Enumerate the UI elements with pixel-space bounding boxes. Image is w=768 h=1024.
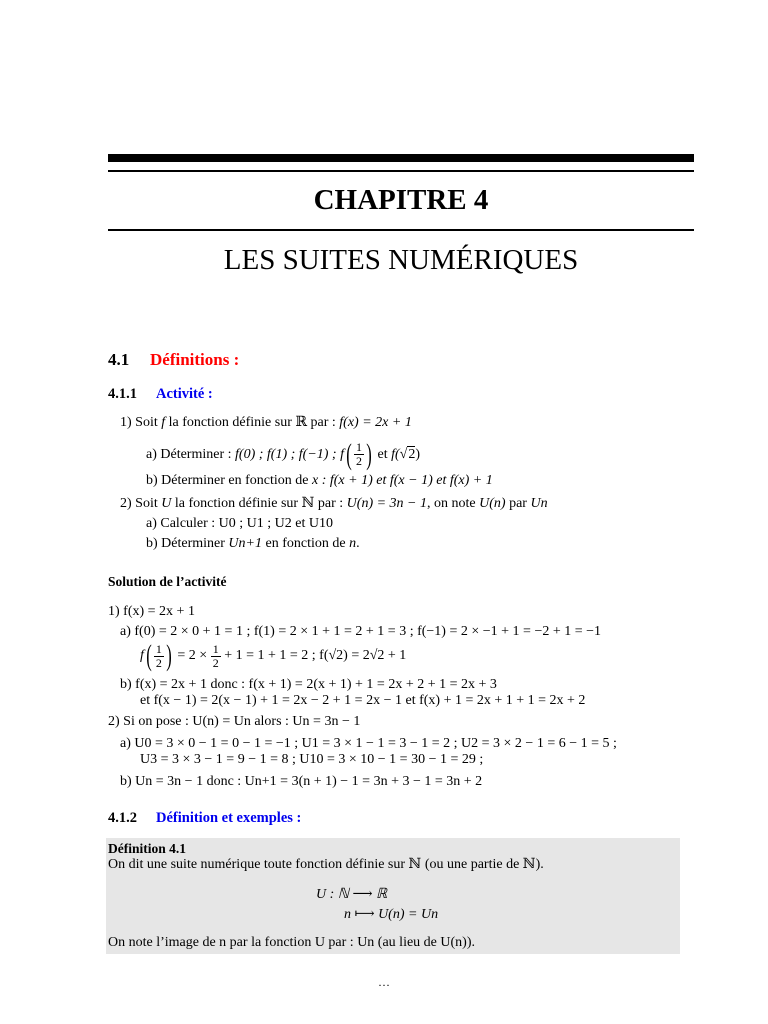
frac-den: 2: [155, 655, 162, 670]
q1a-sqrt-in: 2: [408, 447, 416, 462]
fraction-half: [154, 643, 164, 670]
sol-f: f: [140, 648, 144, 664]
q2b-end: .: [356, 536, 360, 551]
paren-right-icon: ): [166, 639, 172, 672]
q1a-sqrt-pre: f(√: [391, 447, 408, 462]
question-2a: a) Calculer : U0 ; U1 ; U2 et U10: [146, 516, 334, 531]
solution-heading: Solution de l’activité: [108, 574, 227, 589]
paren-right-icon: ): [366, 437, 372, 471]
defex-title: Définition et exemples :: [156, 810, 302, 826]
q1a-label: a) Déterminer :: [146, 447, 236, 462]
solution-1a: a) f(0) = 2 × 0 + 1 = 1 ; f(1) = 2 × 1 + 1 = 2 + 1 = 3 ; f(−1) = 2 × −1 + 1 = −2 + 1 = −1: [120, 624, 602, 639]
question-2: [120, 495, 548, 513]
solution-2: 2) Si on pose : U(n) = Un alors : Un = 3n − 1: [108, 714, 361, 729]
q1b-rest: : f(x + 1) et f(x − 1) et f(x) + 1: [318, 473, 493, 488]
q2-set-n: ℕ: [301, 496, 315, 511]
section-heading: [108, 350, 239, 370]
q2b-n: n: [349, 536, 357, 551]
q2-text-d: , on note: [427, 496, 480, 511]
definition-subsection-heading: [108, 810, 301, 827]
q1-text-a: 1) Soit: [120, 415, 162, 430]
header-rule-thick: [108, 154, 694, 162]
q2-text-c: par :: [314, 496, 347, 511]
q1b-text: b) Déterminer en fonction de: [146, 473, 312, 488]
chapter-title: LES SUITES NUMÉRIQUES: [223, 244, 579, 276]
fraction-half: [354, 441, 364, 468]
q1a-and: et: [373, 447, 392, 462]
page-number: ···: [378, 978, 390, 992]
definition-note: On note l’image de n par la fonction U par : Un (au lieu de U(n)).: [108, 935, 475, 950]
solution-1b: b) f(x) = 2x + 1 donc : f(x + 1) = 2(x + 1) + 1 = 2x + 2 + 1 = 2x + 3: [120, 677, 497, 692]
q2b-mid: en fonction de: [261, 536, 350, 551]
q1a-sqrt-post: ): [415, 447, 421, 462]
sol-mid: = 2 ×: [173, 648, 211, 664]
q2b-text: b) Déterminer: [146, 536, 229, 551]
q2-un: U(n): [479, 496, 506, 511]
q2-text-e: par: [505, 496, 531, 511]
q2-un-short: Un: [530, 496, 548, 511]
q1b-x: x: [312, 473, 319, 488]
definition-map-line2: n ⟼ U(n) = Un: [344, 907, 439, 922]
sol-end: + 1 = 1 + 1 = 2 ; f(√2) = 2√2 + 1: [220, 648, 407, 664]
question-1: [120, 414, 412, 432]
definition-text: On dit une suite numérique toute fonction définie sur ℕ (ou une partie de ℕ).: [108, 857, 544, 872]
chapter-label: CHAPITRE 4: [313, 184, 489, 216]
solution-1: 1) f(x) = 2x + 1: [108, 604, 195, 619]
header-rule-top: [108, 170, 694, 172]
q1-text-b: la fonction définie sur: [165, 415, 296, 430]
q2-u: U: [161, 496, 172, 511]
q2-text-a: 2) Soit: [120, 496, 162, 511]
section-title: Définitions :: [150, 350, 240, 369]
q1-function: f(x) = 2x + 1: [339, 415, 412, 430]
q1a-values: f(0) ; f(1) ; f(−1) ; f: [235, 447, 344, 462]
frac-num: 1: [212, 641, 219, 656]
solution-1a-line2: [140, 641, 406, 671]
q2-formula: U(n) = 3n − 1: [346, 496, 428, 511]
solution-1b-line2: et f(x − 1) = 2(x − 1) + 1 = 2x − 2 + 1 = 2x − 1 et f(x) + 1 = 2x + 1 + 1 = 2x + 2: [140, 693, 586, 708]
defex-number: 4.1.2: [108, 810, 137, 826]
frac-num: 1: [155, 641, 162, 656]
frac-den: 2: [212, 655, 219, 670]
solution-2b: b) Un = 3n − 1 donc : Un+1 = 3(n + 1) − 1 = 3n + 3 − 1 = 3n + 2: [120, 774, 483, 789]
solution-2a-line2: U3 = 3 × 3 − 1 = 9 − 1 = 8 ; U10 = 3 × 10 − 1 = 30 − 1 = 29 ;: [140, 752, 484, 767]
definition-map-line1: U : ℕ ⟶ ℝ: [316, 887, 388, 902]
activity-heading: [108, 386, 213, 403]
q1-f: f: [161, 415, 166, 430]
paren-left-icon: (: [346, 437, 352, 471]
frac-den: 2: [355, 454, 362, 469]
fraction-half: [211, 643, 221, 670]
activity-number: 4.1.1: [108, 386, 137, 402]
question-1a: [146, 438, 420, 472]
solution-2a: a) U0 = 3 × 0 − 1 = 0 − 1 = −1 ; U1 = 3 × 1 − 1 = 3 − 1 = 2 ; U2 = 3 × 2 − 1 = 6 − 1 = 5 ;: [120, 736, 617, 751]
header-rule-bottom: [108, 229, 694, 231]
section-number: 4.1: [108, 350, 130, 369]
q2b-term: Un+1: [228, 536, 262, 551]
paren-left-icon: (: [146, 639, 152, 672]
q1-set-r: ℝ: [295, 415, 308, 430]
q1-text-c: par :: [307, 415, 340, 430]
question-1b: [146, 472, 493, 490]
question-2b: [146, 535, 360, 553]
definition-title: Définition 4.1: [108, 841, 187, 856]
activity-title: Activité :: [156, 386, 213, 402]
frac-num: 1: [355, 440, 362, 455]
q2-text-b: la fonction définie sur: [171, 496, 302, 511]
